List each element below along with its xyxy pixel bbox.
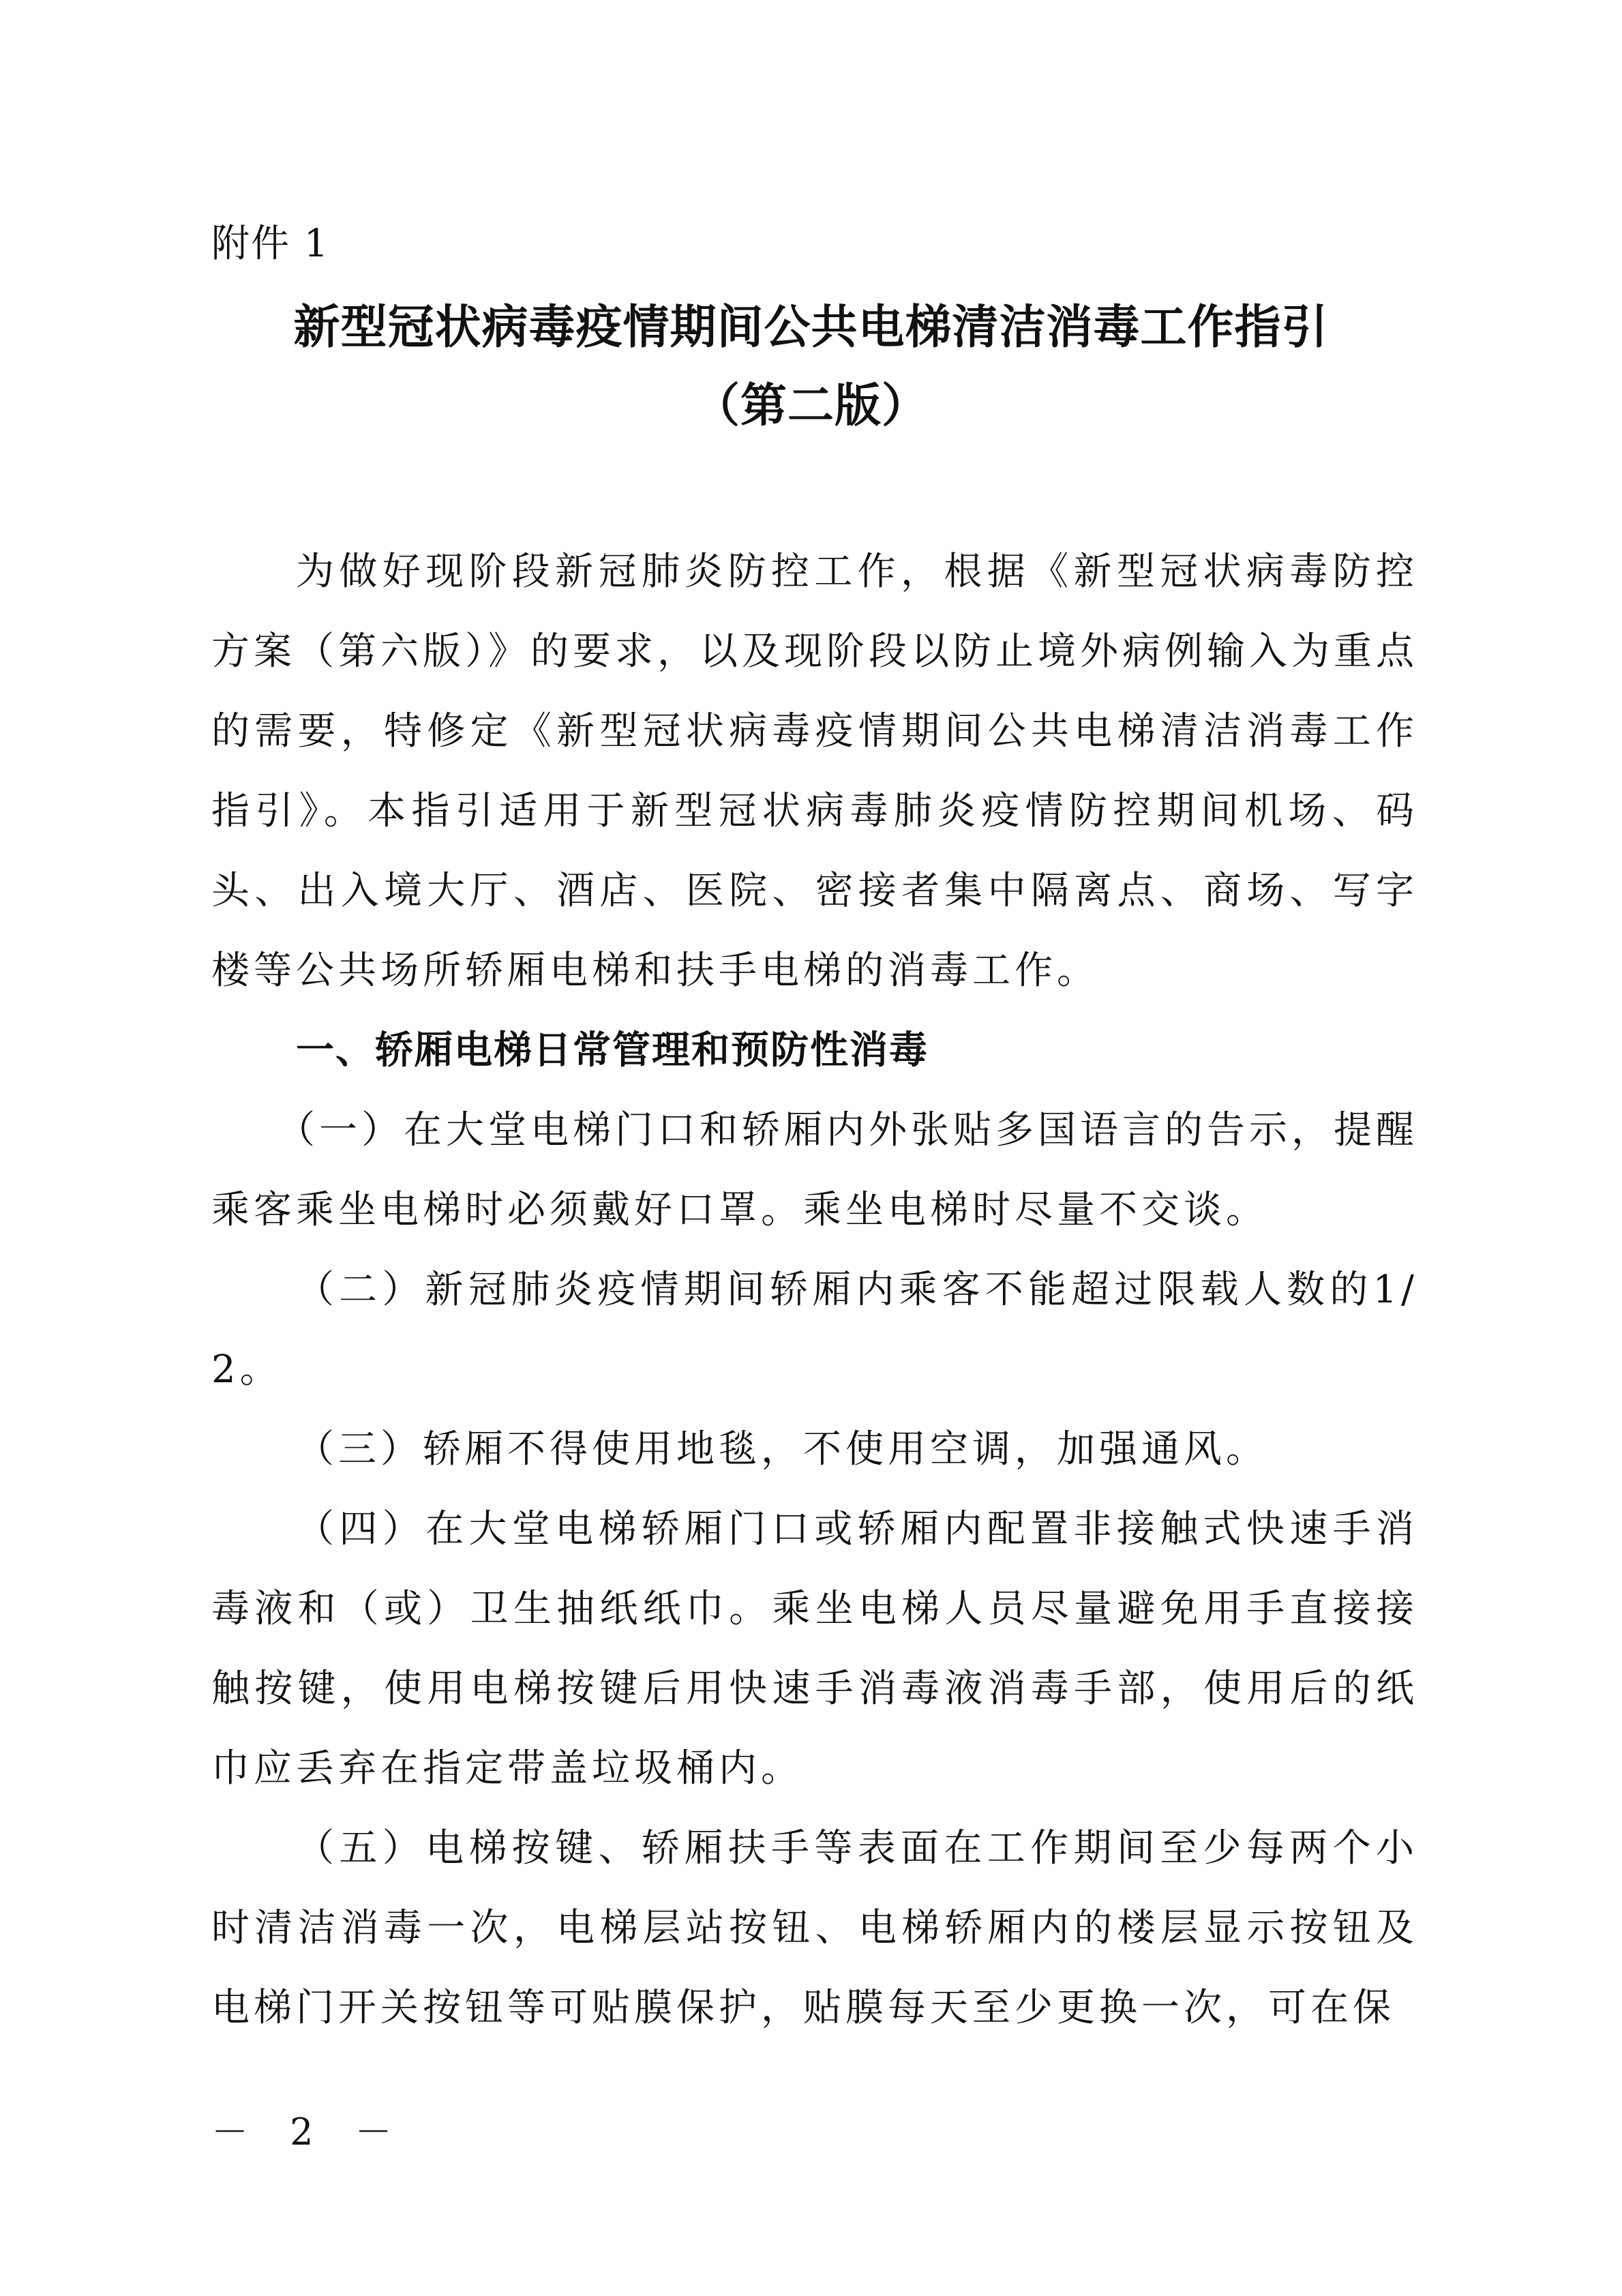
section-1-heading: 一、轿厢电梯日常管理和预防性消毒 [296,1028,929,1073]
section-1-item-1: （一）在大堂电梯门口和轿厢内外张贴多国语言的告示，提醒乘客乘坐电梯时必须戴好口罩。乘坐电梯时尽量不交谈。 [211,1108,1418,1232]
page-number: － 2 － [211,2111,407,2153]
section-1-item-2: （二）新冠肺炎疫情期间轿厢内乘客不能超过限载人数的1/2。 [211,1268,1418,1392]
section-1-item-3: （三）轿厢不得使用地毯，不使用空调，加强通风。 [296,1427,1268,1472]
document-body [211,532,1418,2048]
intro-paragraph: 为做好现阶段新冠肺炎防控工作，根据《新型冠状病毒防控方案（第六版）》的要求，以及现阶段以防止境外病例输入为重点的需要，特修定《新型冠状病毒疫情期间公共电梯清洁消毒工作指引》。本指引适用于新型冠状病毒肺炎疫情防控期间机场、码头、出入境大厅、酒店、医院、密接者集中隔离点、商场、写字楼等公共场所轿厢电梯和扶手电梯的消毒工作。 [211,550,1418,993]
attachment-label: 附件 1 [211,222,330,266]
document-edition: （第二版） [693,378,929,433]
section-1-item-4: （四）在大堂电梯轿厢门口或轿厢内配置非接触式快速手消毒液和（或）卫生抽纸纸巾。乘坐电梯人员尽量避免用手直接接触按键，使用电梯按键后用快速手消毒液消毒手部，使用后的纸巾应丢弃在指定带盖垃圾桶内。 [211,1507,1418,1791]
section-1-item-5: （五）电梯按键、轿厢扶手等表面在工作期间至少每两个小时清洁消毒一次，电梯层站按钮、电梯轿厢内的楼层显示按钮及电梯门开关按钮等可贴膜保护，贴膜每天至少更换一次，可在保 [211,1826,1418,2030]
document-title: 新型冠状病毒疫情期间公共电梯清洁消毒工作指引 [293,300,1329,355]
